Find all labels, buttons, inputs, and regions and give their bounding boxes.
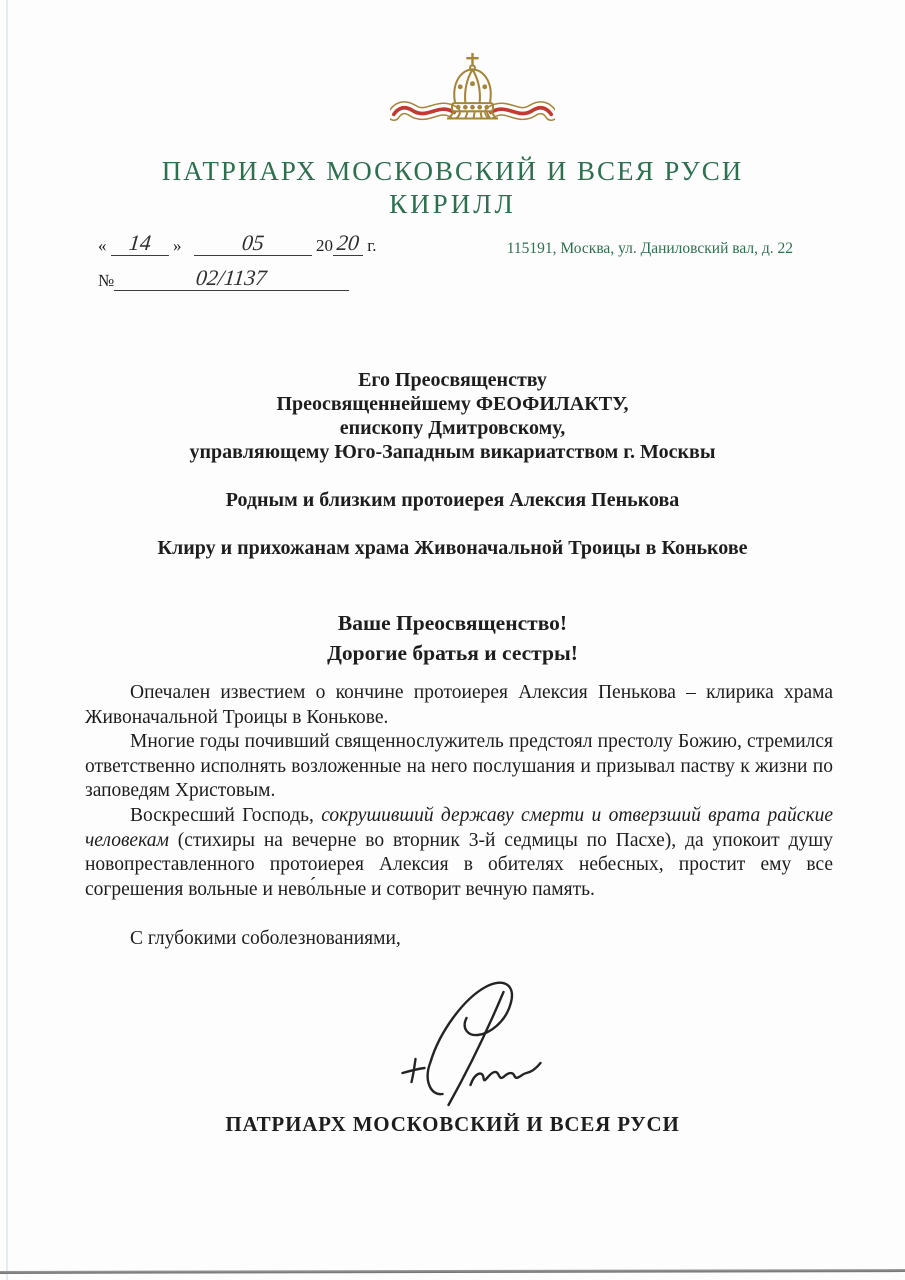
recipient-block — [0, 368, 905, 464]
recipient-family-line: Родным и близким протоиерея Алексия Пенькова — [225, 489, 680, 511]
right-ribbon — [491, 108, 551, 115]
date-line — [98, 230, 377, 256]
number-line — [98, 265, 349, 291]
handwritten-number: 02/1137 — [195, 265, 269, 290]
year-field — [333, 230, 363, 256]
number-field — [114, 265, 349, 291]
left-ribbon — [394, 108, 454, 115]
salutation-line: Ваше Преосвященство! — [337, 611, 568, 635]
month-field — [194, 230, 312, 256]
footer-title: ПАТРИАРХ МОСКОВСКИЙ И ВСЕЯ РУСИ — [225, 1112, 680, 1136]
salutation-block — [0, 608, 905, 668]
close-quote: » — [173, 236, 182, 255]
handwritten-month: 05 — [240, 230, 266, 255]
number-label: № — [98, 271, 115, 290]
signature-icon — [388, 972, 573, 1107]
year-suffix: г. — [367, 236, 377, 255]
recipient-line: епископу Дмитровскому, — [339, 417, 566, 439]
recipient-line: Преосвященнейшему ФЕОФИЛАКТУ, — [276, 393, 629, 415]
letterhead-title-line1: ПАТРИАРХ МОСКОВСКИЙ И ВСЕЯ РУСИ — [161, 156, 744, 186]
recipient-line: управляющему Юго-Западным викариатством г. Москвы — [189, 441, 716, 463]
year-prefix: 20 — [316, 236, 333, 255]
letterhead-address: 115191, Москва, ул. Даниловский вал, д. 22 — [506, 240, 793, 257]
paragraph-3-quote: сокрушивший державу смерти и отверзший врата райские человекам — [85, 804, 833, 851]
day-field — [111, 230, 169, 256]
letter-body — [85, 681, 833, 902]
closing-line: С глубокими соболезнованиями, — [130, 928, 401, 949]
open-quote: « — [98, 236, 107, 255]
paragraph-1: Опечален известием о кончине протоиерея Алексия Пенькова – клирика храма Живоначальной Троицы в Конькове. — [85, 682, 833, 728]
salutation-line: Дорогие братья и сестры! — [327, 641, 578, 665]
recipient-line: Его Преосвященству — [358, 369, 547, 391]
crown-emblem-icon — [390, 50, 555, 142]
letterhead-title-line2: КИРИЛЛ — [389, 189, 516, 219]
paragraph-3 — [85, 804, 833, 902]
paragraph-2: Многие годы почивший священнослужитель предстоял престолу Божию, стремился ответственно исполнять возложенные на него послушания и призывал паству к жизни по заповедям Христовым. — [85, 731, 833, 802]
paragraph-3-end: (стихиры на вечерне во вторник 3-й седмицы по Пасхе), да упокоит душу новопреставленного протоиерея Алексия в обителях небесных, простит ему все согрешения вольные и нево́льные и сотворит вечную память. — [85, 829, 833, 900]
paragraph-3-start: Воскресший Господь, — [130, 804, 322, 826]
scan-edge-bottom — [0, 1269, 905, 1274]
handwritten-year: 20 — [335, 230, 361, 255]
handwritten-day: 14 — [127, 230, 153, 255]
recipient-parish-line: Клиру и прихожанам храма Живоначальной Троицы в Конькове — [157, 537, 748, 559]
